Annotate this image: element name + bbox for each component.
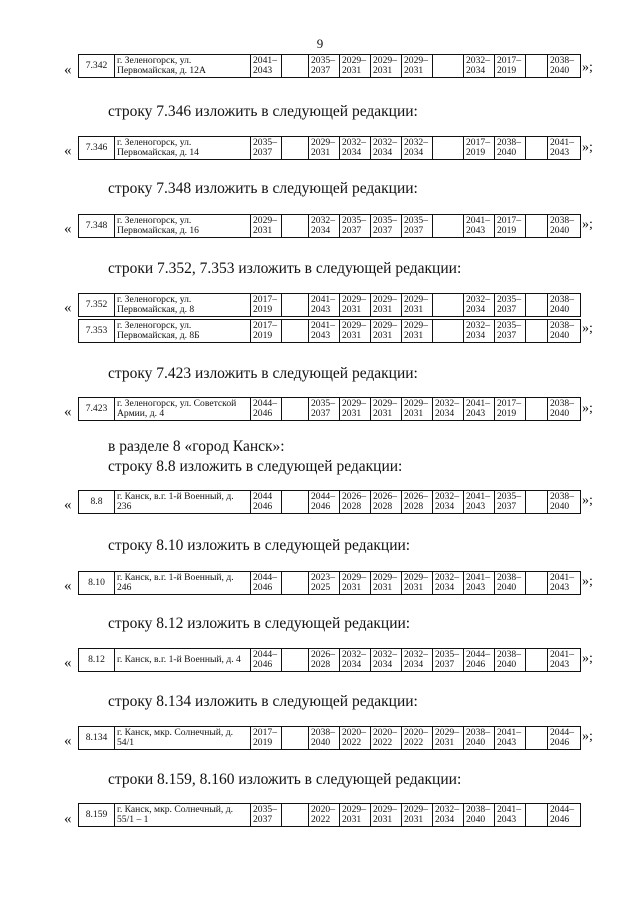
address-cell: г. Канск, мкр. Солнечный, д. 55/1 – 1 [115,804,251,827]
open-quote: « [64,655,72,671]
year-range-cell [282,294,309,317]
table-row-7342 [78,54,581,78]
year-range-cell [282,215,309,238]
year-range-cell: 2035–2037 [251,804,282,827]
year-range-cell: 2017–2019 [495,398,526,421]
year-range-cell: 2035–2037 [433,649,464,672]
year-range-cell: 2032–2034 [464,294,495,317]
year-range-cell: 2038–2040 [464,804,495,827]
year-range-cell: 2038–2040 [495,137,526,160]
address-cell: г. Зеленогорск, ул. Первомайская, д. 14 [115,137,251,160]
year-range-cell: 2035–2037 [309,55,340,78]
year-range-cell: 2035–2037 [495,491,526,514]
year-range-cell [526,649,548,672]
year-range-cell [433,215,464,238]
year-range-cell: 2017–2019 [464,137,495,160]
year-range-cell: 2038–2040 [548,398,581,421]
year-range-cell: 2026–2028 [371,491,402,514]
page-number: 9 [316,36,324,51]
open-quote: « [64,811,72,827]
section-heading: строку 7.346 изложить в следующей редакции: [108,103,418,120]
section-heading: строку 7.423 изложить в следующей редакции: [108,365,418,382]
year-range-cell: 2029–2031 [371,804,402,827]
row-number-cell: 8.8 [79,491,115,514]
section-heading: строки 7.352, 7.353 изложить в следующей редакции: [108,260,462,277]
year-range-cell: 2032–2034 [433,398,464,421]
year-range-cell: 2041–2043 [548,649,581,672]
year-range-cell: 2029–2031 [340,398,371,421]
close-quote: »; [582,217,593,232]
year-range-cell: 2041–2043 [548,137,581,160]
close-quote: »; [582,493,593,508]
year-range-cell: 2035–2037 [495,320,526,343]
year-range-cell: 2041–2043 [309,320,340,343]
year-range-cell: 2038–2040 [548,294,581,317]
address-cell: г. Зеленогорск, ул. Первомайская, д. 16 [115,215,251,238]
close-quote: »; [582,729,593,744]
row-number-cell: 7.342 [79,55,115,78]
close-quote: »; [582,60,593,75]
row-number-cell: 7.353 [79,320,115,343]
section-heading: строку 8.12 изложить в следующей редакции: [108,615,411,632]
address-cell: г. Канск, в.г. 1-й Военный, д. 236 [115,491,251,514]
year-range-cell: 2029–2031 [251,215,282,238]
table-row-7423 [78,397,581,421]
table-row-88 [78,490,581,514]
year-range-cell: 2029–2031 [340,320,371,343]
year-range-cell [282,491,309,514]
table-row-cells [79,572,581,595]
year-range-cell: 2023–2025 [309,572,340,595]
row-number-cell: 7.352 [79,294,115,317]
open-quote: « [64,404,72,420]
year-range-cell: 2044–2046 [464,649,495,672]
year-range-cell: 2032–2034 [402,649,433,672]
year-range-cell: 2044–2046 [548,727,581,750]
table-row-cells [79,727,581,750]
section-heading: строку 8.8 изложить в следующей редакции: [108,458,403,475]
section-heading: в разделе 8 «город Канск»: [108,438,285,455]
year-range-cell: 2044–2046 [309,491,340,514]
table-row-7352 [78,293,581,317]
year-range-cell: 2035–2037 [251,137,282,160]
year-range-cell: 2026–2028 [309,649,340,672]
year-range-cell [282,55,309,78]
close-quote: »; [582,401,593,416]
year-range-cell: 2029–2031 [402,398,433,421]
year-range-cell: 2032–2034 [371,649,402,672]
year-range-cell: 2035–2037 [371,215,402,238]
year-range-cell: 2038–2040 [548,215,581,238]
year-range-cell: 2038–2040 [464,727,495,750]
year-range-cell: 2044–2046 [251,572,282,595]
year-range-cell: 2029–2031 [371,398,402,421]
year-range-cell: 2032–2034 [340,137,371,160]
year-range-cell [526,320,548,343]
year-range-cell: 2035–2037 [309,398,340,421]
year-range-cell: 2020–2022 [402,727,433,750]
address-cell: г. Зеленогорск, ул. Первомайская, д. 8 [115,294,251,317]
year-range-cell: 2032–2034 [340,649,371,672]
address-cell: г. Зеленогорск, ул. Советской Армии, д. 4 [115,398,251,421]
row-number-cell: 8.134 [79,727,115,750]
year-range-cell [526,398,548,421]
table-row-812 [78,648,581,672]
year-range-cell: 2029–2031 [371,55,402,78]
year-range-cell: 2017–2019 [495,55,526,78]
year-range-cell: 2041–2043 [495,804,526,827]
year-range-cell: 2017–2019 [251,320,282,343]
year-range-cell: 2020–2022 [371,727,402,750]
year-range-cell: 2029–2031 [371,294,402,317]
row-number-cell: 8.10 [79,572,115,595]
year-range-cell: 2017–2019 [251,294,282,317]
year-range-cell [282,649,309,672]
year-range-cell: 2041–2043 [309,294,340,317]
year-range-cell: 2029–2031 [340,804,371,827]
section-heading: строки 8.159, 8.160 изложить в следующей редакции: [108,771,462,788]
year-range-cell [526,727,548,750]
year-range-cell [433,320,464,343]
address-cell: г. Зеленогорск, ул. Первомайская, д. 8Б [115,320,251,343]
year-range-cell: 2041–2043 [495,727,526,750]
open-quote: « [64,733,72,749]
open-quote: « [64,578,72,594]
year-range-cell: 2038–2040 [495,572,526,595]
address-cell: г. Канск, мкр. Солнечный, д. 54/1 [115,727,251,750]
year-range-cell: 2020–2022 [340,727,371,750]
year-range-cell: 2032–2034 [464,55,495,78]
row-number-cell: 8.159 [79,804,115,827]
year-range-cell [526,215,548,238]
year-range-cell [526,572,548,595]
year-range-cell: 2032–2034 [371,137,402,160]
table-row-8159 [78,803,581,827]
year-range-cell: 2041–2043 [464,398,495,421]
year-range-cell: 2026–2028 [340,491,371,514]
table-row-cells [79,294,581,317]
year-range-cell [433,294,464,317]
year-range-cell [526,491,548,514]
table-row-7353 [78,319,581,343]
table-row-cells [79,398,581,421]
year-range-cell: 2029–2031 [402,572,433,595]
year-range-cell: 2038–2040 [548,491,581,514]
table-row-7348 [78,214,581,238]
address-cell: г. Канск, в.г. 1-й Военный, д. 246 [115,572,251,595]
close-quote: »; [582,651,593,666]
year-range-cell: 2044–2046 [548,804,581,827]
year-range-cell [282,137,309,160]
year-range-cell: 2017–2019 [251,727,282,750]
open-quote: « [64,221,72,237]
year-range-cell: 2035–2037 [495,294,526,317]
year-range-cell [282,320,309,343]
year-range-cell: 2038–2040 [548,55,581,78]
section-heading: строку 8.10 изложить в следующей редакции: [108,537,411,554]
year-range-cell: 2029–2031 [309,137,340,160]
year-range-cell: 2044–2046 [251,649,282,672]
year-range-cell: 2032–2034 [433,491,464,514]
year-range-cell [282,727,309,750]
table-row-cells [79,804,581,827]
year-range-cell: 2041–2043 [251,55,282,78]
year-range-cell: 2041–2043 [464,491,495,514]
year-range-cell: 2029–2031 [371,572,402,595]
year-range-cell: 2029–2031 [340,55,371,78]
year-range-cell [433,55,464,78]
table-row-cells [79,137,581,160]
year-range-cell [526,294,548,317]
table-row-8134 [78,726,581,750]
close-quote: »; [582,574,593,589]
year-range-cell: 2035–2037 [340,215,371,238]
year-range-cell [282,398,309,421]
year-range-cell: 2038–2040 [548,320,581,343]
year-range-cell: 2032–2034 [309,215,340,238]
year-range-cell: 2029–2031 [402,294,433,317]
open-quote: « [64,62,72,78]
open-quote: « [64,497,72,513]
year-range-cell: 2041–2043 [464,215,495,238]
year-range-cell: 2029–2031 [402,804,433,827]
year-range-cell [282,804,309,827]
row-number-cell: 8.12 [79,649,115,672]
table-row-7346 [78,136,581,160]
year-range-cell: 2017–2019 [495,215,526,238]
open-quote: « [64,300,72,316]
year-range-cell: 2041–2043 [464,572,495,595]
table-row-cells [79,320,581,343]
table-row-cells [79,491,581,514]
year-range-cell: 2035–2037 [402,215,433,238]
year-range-cell: 2020–2022 [309,804,340,827]
year-range-cell: 2044 2046 [251,491,282,514]
table-row-cells [79,649,581,672]
year-range-cell: 2032–2034 [433,804,464,827]
year-range-cell: 2041–2043 [548,572,581,595]
year-range-cell: 2032–2034 [464,320,495,343]
close-quote: »; [582,140,593,155]
year-range-cell: 2029–2031 [340,294,371,317]
row-number-cell: 7.423 [79,398,115,421]
row-number-cell: 7.346 [79,137,115,160]
address-cell: г. Канск, в.г. 1-й Военный, д. 4 [115,649,251,672]
open-quote: « [64,143,72,159]
year-range-cell: 2029–2031 [371,320,402,343]
row-number-cell: 7.348 [79,215,115,238]
year-range-cell: 2029–2031 [433,727,464,750]
year-range-cell: 2032–2034 [402,137,433,160]
year-range-cell [526,804,548,827]
year-range-cell [282,572,309,595]
year-range-cell: 2032–2034 [433,572,464,595]
table-row-810 [78,571,581,595]
year-range-cell: 2029–2031 [340,572,371,595]
year-range-cell: 2029–2031 [402,320,433,343]
year-range-cell: 2038–2040 [495,649,526,672]
table-row-cells [79,215,581,238]
address-cell: г. Зеленогорск, ул. Первомайская, д. 12А [115,55,251,78]
table-row-cells [79,55,581,78]
year-range-cell [526,137,548,160]
section-heading: строку 7.348 изложить в следующей редакции: [108,180,418,197]
section-heading: строку 8.134 изложить в следующей редакции: [108,693,418,710]
close-quote: »; [582,321,593,336]
year-range-cell: 2038–2040 [309,727,340,750]
year-range-cell: 2026–2028 [402,491,433,514]
year-range-cell [433,137,464,160]
year-range-cell: 2044–2046 [251,398,282,421]
year-range-cell [526,55,548,78]
year-range-cell: 2029–2031 [402,55,433,78]
